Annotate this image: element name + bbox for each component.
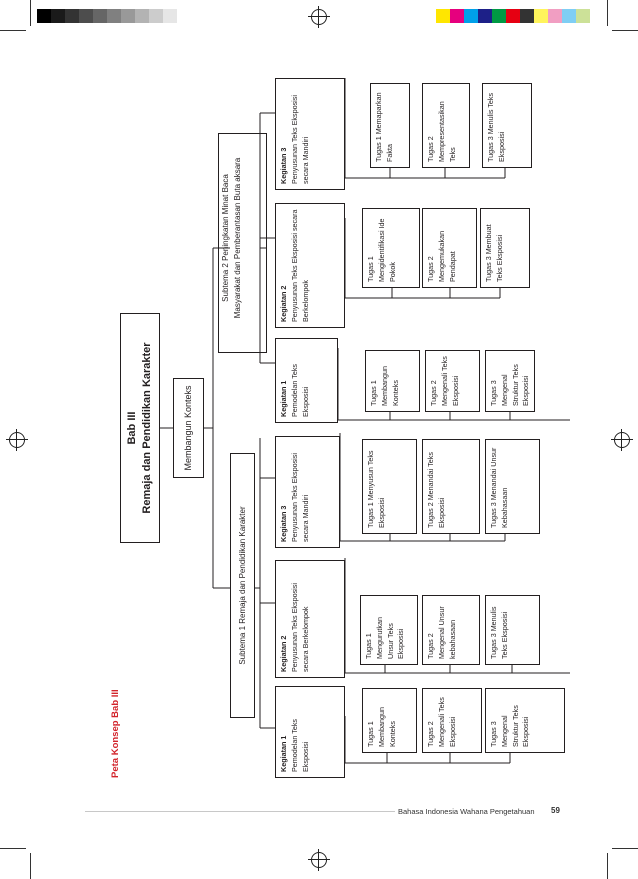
color-swatch	[93, 9, 107, 23]
s2-k1-task1-label: Tugas 1 Membangun Konteks	[369, 366, 400, 406]
color-swatch	[163, 9, 177, 23]
footer-book-title: Bahasa Indonesia Wahana Pengetahuan	[398, 807, 535, 816]
chapter-number: Bab III	[126, 411, 138, 445]
color-swatch	[51, 9, 65, 23]
color-swatch	[135, 9, 149, 23]
s2-k1-task2	[425, 350, 480, 412]
s2-k1-task1	[365, 350, 420, 412]
s1-kegiatan2-box	[275, 560, 345, 678]
s1-k1-task2-label: Tugas 2 Mengenali Teks Eksposisi	[426, 697, 457, 747]
s2-kegiatan3-body: Penyusunan Teks Eksposisi secara Mandiri	[289, 95, 310, 184]
color-swatch	[149, 9, 163, 23]
s2-k1-task3-label: Tugas 3 Mengenal Struktur Teks Eksposisi	[489, 364, 531, 406]
s2-kegiatan3-box	[275, 78, 345, 190]
s1-kegiatan3-body: Penyusunan Teks Eksposisi secara Mandiri	[289, 453, 310, 542]
page-number: 59	[551, 806, 560, 815]
registration-mark-top	[311, 9, 327, 25]
s1-k2-task1-label: Tugas 1 Mengurutkan Unsur Teks Eksposisi	[364, 617, 406, 659]
s1-k2-task3	[485, 595, 540, 665]
s2-kegiatan3-title: Kegiatan 3	[279, 147, 288, 184]
s2-k2-task1-label: Tugas 1 Mengidentifikasi Ide Pokok	[366, 218, 397, 282]
s1-kegiatan1-title: Kegiatan 1	[279, 735, 288, 772]
s2-k2-task2-label: Tugas 2 Mengemukakan Pendapat	[426, 230, 457, 282]
chapter-title-box	[120, 313, 160, 543]
registration-mark-bottom	[311, 852, 327, 868]
s1-k2-task2-label: Tugas 2 Mengenal Unsur kebahasaan	[426, 606, 457, 659]
s2-kegiatan2-box	[275, 203, 345, 328]
color-swatch	[548, 9, 562, 23]
s1-kegiatan2-body: Penyusunan Teks Eksposisi secara Berkelompok	[289, 583, 310, 672]
s2-k3-task2-label: Tugas 2 Mempresentasikan Teks	[426, 101, 457, 162]
color-swatch	[534, 9, 548, 23]
s2-kegiatan1-title: Kegiatan 1	[279, 380, 288, 417]
registration-mark-right	[614, 432, 630, 448]
s1-kegiatan3-title: Kegiatan 3	[279, 505, 288, 542]
s1-k1-task3-label: Tugas 3 Mengenal Struktur Teks Eksposisi	[489, 705, 531, 747]
crop-mark	[30, 0, 31, 26]
registration-mark-left	[9, 432, 25, 448]
crop-mark	[0, 848, 26, 849]
color-swatch	[562, 9, 576, 23]
color-swatch	[436, 9, 450, 23]
s1-k3-task1	[362, 439, 417, 534]
s1-k1-task1	[362, 688, 417, 753]
crop-mark	[607, 853, 608, 879]
s1-k2-task1	[360, 595, 418, 665]
s1-kegiatan2-title: Kegiatan 2	[279, 635, 288, 672]
s2-k3-task2	[422, 83, 470, 168]
crop-mark	[0, 30, 26, 31]
footer-rule	[85, 811, 395, 812]
s2-kegiatan2-title: Kegiatan 2	[279, 285, 288, 322]
s1-k1-task2	[422, 688, 482, 753]
color-swatch	[79, 9, 93, 23]
subtema2-box	[218, 133, 267, 353]
s2-kegiatan2-body: Penyusunan Teks Eksposisi secara Berkelompok	[289, 209, 310, 322]
color-swatch	[37, 9, 51, 23]
s2-k3-task1-label: Tugas 1 Memaparkan Fakta	[374, 92, 394, 162]
s1-k2-task3-label: Tugas 3 Menulis Teks Eksposisi	[489, 606, 509, 659]
color-swatch	[576, 9, 590, 23]
color-swatch	[464, 9, 478, 23]
membangun-konteks-box	[173, 378, 204, 478]
s2-k3-task3-label: Tugas 3 Menulis Teks Eksposisi	[486, 92, 506, 162]
color-swatch	[450, 9, 464, 23]
crop-mark	[607, 0, 608, 26]
s2-k3-task3	[482, 83, 532, 168]
concept-map	[100, 78, 570, 778]
subtema2-line1: Subtema 2 Peningkatan Minat Baca	[221, 174, 230, 302]
crop-mark	[612, 848, 638, 849]
color-swatch	[478, 9, 492, 23]
concept-map-title: Peta Konsep Bab III	[110, 689, 121, 778]
s1-k2-task2	[422, 595, 480, 665]
s1-k3-task3	[485, 439, 540, 534]
s2-k1-task2-label: Tugas 2 Mengenali Teks Eksposisi	[429, 356, 460, 406]
s2-k2-task1	[362, 208, 420, 288]
color-swatch	[107, 9, 121, 23]
crop-mark	[612, 30, 638, 31]
s2-k2-task3	[480, 208, 530, 288]
color-swatch	[506, 9, 520, 23]
subtema1-label: Subtema 1 Remaja dan Pendidikan Karakter	[238, 506, 247, 665]
crop-mark	[30, 853, 31, 879]
s1-k3-task2	[422, 439, 480, 534]
s1-k3-task1-label: Tugas 1 Menyusun Teks Eksposisi	[366, 450, 386, 528]
s1-kegiatan3-box	[275, 436, 340, 548]
color-swatch	[520, 9, 534, 23]
s2-kegiatan1-box	[275, 338, 338, 423]
s1-k1-task1-label: Tugas 1 Membangun Konteks	[366, 707, 397, 747]
s1-k3-task3-label: Tugas 3 Menandai Unsur Kebahasaan	[489, 447, 509, 528]
chapter-name: Remaja dan Pendidikan Karakter	[140, 342, 153, 514]
s1-kegiatan1-body: Pemodelan Teks Eksposisi	[289, 718, 310, 772]
s1-kegiatan1-box	[275, 686, 345, 778]
color-swatch	[121, 9, 135, 23]
s1-k3-task2-label: Tugas 2 Menandai Teks Eksposisi	[426, 452, 446, 528]
s2-k2-task3-label: Tugas 3 Membuat Teks Eksposisi	[484, 224, 504, 282]
membangun-konteks-label: Membangun Konteks	[183, 385, 193, 471]
s1-k1-task3	[485, 688, 565, 753]
s2-kegiatan1-body: Pemodelan Teks Eksposisi	[289, 363, 310, 417]
s2-k3-task1	[370, 83, 410, 168]
s2-k2-task2	[422, 208, 477, 288]
s2-k1-task3	[485, 350, 535, 412]
color-swatch	[492, 9, 506, 23]
subtema2-line2: Masyarakat dan Pemberantasan Buta aksara	[232, 157, 242, 319]
color-swatch	[65, 9, 79, 23]
subtema1-box	[230, 453, 255, 718]
